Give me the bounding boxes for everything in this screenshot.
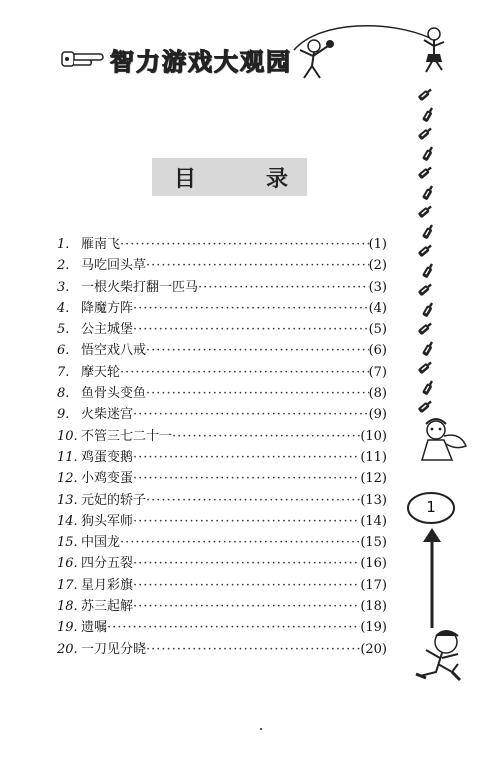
banner-title: 智力游戏大观园 <box>110 48 292 76</box>
dot-leader <box>198 280 369 295</box>
entry-page: (15) <box>360 535 387 551</box>
dot-leader <box>133 514 360 529</box>
entry-number: 16. <box>57 556 78 572</box>
entry-number: 5. <box>57 322 70 338</box>
dot-leader <box>120 535 360 550</box>
toc-entry <box>57 531 387 552</box>
entry-page: (1) <box>368 237 387 252</box>
entry-title: 马吃回头草 <box>81 258 147 274</box>
toc-title <box>152 158 307 196</box>
toc-entry <box>57 595 387 616</box>
entry-title: 鱼骨头变鱼 <box>81 386 147 402</box>
toc-entry <box>57 276 387 297</box>
bottle-icon <box>422 263 435 279</box>
dot-leader <box>146 343 369 358</box>
entry-page: (20) <box>360 641 387 657</box>
entry-title: 雁南飞 <box>81 237 121 252</box>
dot-leader <box>120 365 369 380</box>
bottle-icon <box>418 399 433 413</box>
entry-page: (16) <box>360 556 387 572</box>
entry-title: 不管三七二十一 <box>81 428 173 444</box>
bottle-icon <box>422 224 435 240</box>
bottle-icon <box>418 321 433 335</box>
entry-title: 狗头军师 <box>81 513 134 529</box>
entry-page: (14) <box>360 513 387 529</box>
dot-leader <box>133 471 360 486</box>
entry-number: 7. <box>57 364 70 380</box>
toc-entry <box>57 233 387 254</box>
bottle-icon <box>418 204 433 218</box>
entry-page: (7) <box>368 364 387 380</box>
dot-leader <box>133 301 369 316</box>
entry-page: (19) <box>360 620 387 636</box>
toc-entry <box>57 254 387 275</box>
right-decoration <box>412 20 472 710</box>
header-banner <box>60 36 310 86</box>
entry-number: 8. <box>57 386 70 402</box>
toc-list <box>57 233 387 659</box>
dot-leader <box>133 556 360 571</box>
entry-title: 降魔方阵 <box>81 300 134 316</box>
entry-page: (13) <box>360 492 387 508</box>
page-number: 1 <box>426 498 436 516</box>
print-speck <box>260 728 262 730</box>
toc-entry <box>57 489 387 510</box>
bottle-chain-icon <box>418 87 435 413</box>
toc-title-right: 录 <box>266 167 289 192</box>
entry-title: 遗嘱 <box>81 620 108 636</box>
bottle-icon <box>418 243 433 257</box>
page-number-badge <box>406 491 456 525</box>
entry-page: (18) <box>360 599 387 615</box>
entry-page: (5) <box>368 322 387 338</box>
cupid-angel-icon <box>422 419 466 460</box>
dot-leader <box>172 429 360 444</box>
bottle-icon <box>422 146 435 162</box>
dot-leader <box>120 237 369 252</box>
bottle-icon <box>418 165 433 179</box>
entry-title: 火柴迷宫 <box>81 407 134 423</box>
entry-number: 9. <box>57 407 70 423</box>
dot-leader <box>107 620 360 635</box>
entry-page: (10) <box>360 428 387 444</box>
dancing-child-icon <box>424 28 444 72</box>
entry-page: (2) <box>368 258 387 274</box>
up-arrow-icon <box>423 528 441 628</box>
entry-number: 14. <box>57 513 78 529</box>
entry-page: (9) <box>368 407 387 423</box>
entry-number: 17. <box>57 577 78 593</box>
entry-number: 2. <box>57 258 70 274</box>
entry-number: 1. <box>57 237 70 252</box>
entry-title: 苏三起解 <box>81 599 134 615</box>
entry-title: 小鸡变蛋 <box>81 471 134 487</box>
bottle-icon <box>418 282 433 296</box>
entry-page: (6) <box>368 343 387 359</box>
entry-title: 星月彩旗 <box>81 577 134 593</box>
entry-page: (11) <box>360 449 387 465</box>
toc-entry <box>57 382 387 403</box>
entry-number: 13. <box>57 492 78 508</box>
entry-title: 元妃的轿子 <box>81 492 147 508</box>
entry-number: 19. <box>57 620 78 636</box>
entry-title: 四分五裂 <box>81 556 134 572</box>
entry-number: 20. <box>57 641 78 657</box>
entry-title: 一根火柴打翻一匹马 <box>81 279 199 295</box>
dot-leader <box>146 493 360 508</box>
toc-entry <box>57 425 387 446</box>
toc-entry <box>57 574 387 595</box>
dot-leader <box>146 386 369 401</box>
entry-number: 15. <box>57 535 78 551</box>
bottle-icon <box>422 107 435 123</box>
toc-entry <box>57 638 387 659</box>
toc-entry <box>57 339 387 360</box>
entry-page: (8) <box>368 386 387 402</box>
dot-leader <box>133 322 369 337</box>
toc-entry <box>57 403 387 424</box>
dot-leader <box>133 578 360 593</box>
entry-page: (12) <box>360 471 387 487</box>
dot-leader <box>133 599 360 614</box>
dot-leader <box>146 258 369 273</box>
dot-leader <box>146 642 360 657</box>
bottle-icon <box>422 341 435 357</box>
toc-entry <box>57 467 387 488</box>
toc-entry <box>57 616 387 637</box>
toc-entry <box>57 446 387 467</box>
entry-title: 公主城堡 <box>81 322 134 338</box>
entry-title: 摩天轮 <box>81 364 121 380</box>
dot-leader <box>133 407 369 422</box>
pointing-hand-icon <box>60 46 104 70</box>
bottle-icon <box>422 380 435 396</box>
toc-entry <box>57 318 387 339</box>
entry-number: 4. <box>57 300 70 316</box>
toc-entry <box>57 361 387 382</box>
bottle-icon <box>418 360 433 374</box>
entry-page: (3) <box>368 279 387 295</box>
entry-page: (4) <box>368 300 387 316</box>
entry-title: 一刀见分晓 <box>81 641 147 657</box>
entry-title: 悟空戏八戒 <box>81 343 147 359</box>
bottle-icon <box>422 302 435 318</box>
toc-entry <box>57 510 387 531</box>
entry-title: 鸡蛋变鹅 <box>81 449 134 465</box>
bottle-icon <box>422 185 435 201</box>
bottle-icon <box>418 87 433 101</box>
entry-number: 18. <box>57 599 78 615</box>
entry-number: 3. <box>57 279 70 295</box>
entry-number: 6. <box>57 343 70 359</box>
toc-title-left: 目 <box>174 167 197 192</box>
running-boy-icon <box>416 631 460 680</box>
bottle-icon <box>418 126 433 140</box>
toc-entry <box>57 297 387 318</box>
entry-number: 10. <box>57 428 78 444</box>
entry-title: 中国龙 <box>81 535 121 551</box>
toc-entry <box>57 552 387 573</box>
entry-number: 11. <box>57 449 78 465</box>
entry-page: (17) <box>360 577 387 593</box>
dot-leader <box>133 450 360 465</box>
entry-number: 12. <box>57 471 78 487</box>
